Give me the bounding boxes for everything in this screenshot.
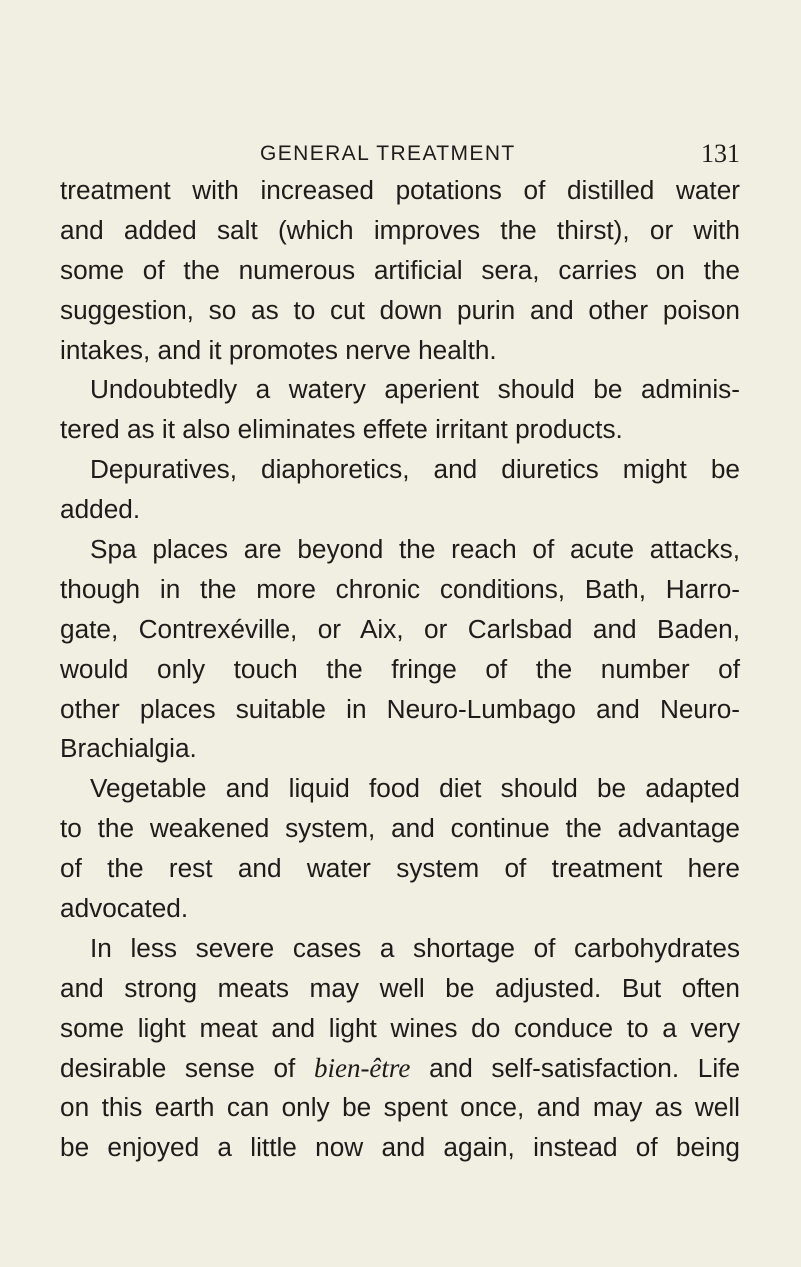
- text-line: be enjoyed a little now and again, instead of being: [60, 1132, 740, 1163]
- text-line: added.: [60, 494, 141, 525]
- text-line: other places suitable in Neuro-Lumbago and Neuro-: [60, 693, 740, 724]
- page-number: 131: [701, 139, 740, 168]
- text-line: [60, 1049, 740, 1089]
- text-line: gate, Contrexéville, or Aix, or Carlsbad and Baden,: [60, 613, 740, 644]
- text-line: Brachialgia.: [60, 733, 197, 764]
- text-segment: desirable sense of: [60, 1052, 296, 1083]
- text-line: In less severe cases a shortage of carbohydrates: [90, 932, 740, 963]
- italic-phrase: bien-être: [313, 1052, 411, 1083]
- text-segment: and self-satisfaction. Life: [429, 1052, 741, 1083]
- text-line: and strong meats may well be adjusted. But often: [60, 972, 740, 1003]
- text-line: to the weakened system, and continue the advantage: [60, 813, 740, 844]
- text-line: though in the more chronic conditions, Bath, Harro-: [60, 573, 740, 604]
- text-line: Depuratives, diaphoretics, and diuretics might be: [90, 454, 740, 485]
- text-line: tered as it also eliminates effete irritant products.: [60, 414, 623, 445]
- text-line: would only touch the fringe of the number of: [60, 653, 740, 684]
- body-text: [60, 171, 740, 1168]
- text-line: advocated.: [60, 893, 189, 924]
- text-line: some light meat and light wines do conduce to a very: [60, 1012, 740, 1043]
- text-line: Spa places are beyond the reach of acute attacks,: [90, 534, 740, 565]
- text-line: and added salt (which improves the thirst), or with: [60, 214, 740, 245]
- text-line: some of the numerous artificial sera, carries on the: [60, 254, 740, 285]
- text-line: of the rest and water system of treatment here: [60, 853, 740, 884]
- running-title: GENERAL TREATMENT: [260, 142, 516, 165]
- text-line: intakes, and it promotes nerve health.: [60, 334, 497, 365]
- page-header: [60, 137, 740, 171]
- text-line: on this earth can only be spent once, and may as well: [60, 1092, 740, 1123]
- text-line: treatment with increased potations of distilled water: [60, 175, 740, 205]
- text-line: Vegetable and liquid food diet should be adapted: [90, 773, 740, 804]
- text-line: Undoubtedly a watery aperient should be adminis-: [90, 374, 740, 405]
- text-line: suggestion, so as to cut down purin and other poison: [60, 294, 740, 325]
